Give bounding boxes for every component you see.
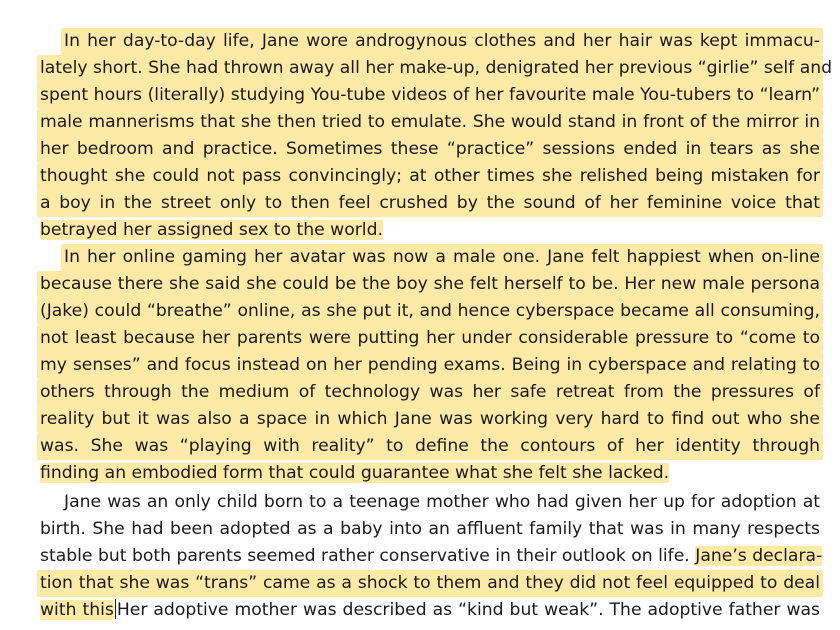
paragraph-3-line-2[interactable]: birth. She had been adopted as a baby into an affluent family that was in many respects (40, 519, 820, 539)
paragraph-2-line-3[interactable]: (Jake) could “breathe” online, as she put it, and hence cyberspace became all consuming, (37, 298, 823, 325)
paragraph-2-line-9-text[interactable]: finding an embodied form that could guarantee what she felt she lacked. (40, 463, 670, 483)
paragraph-3-line-5-plain[interactable]: Her adoptive mother was described as “kind but weak”. The adoptive father was (116, 600, 821, 620)
paragraph-2-line-5[interactable]: my senses” and focus instead on her pending exams. Being in cyberspace and relating to (37, 352, 823, 379)
paragraph-3-line-1[interactable]: Jane was an only child born to a teenage mother who had given her up for adoption at (64, 492, 820, 512)
paragraph-1-line-1[interactable]: In her day-to-day life, Jane wore androgynous clothes and her hair was kept immacu- (61, 28, 823, 55)
paragraph-2-line-9[interactable] (40, 460, 669, 487)
paragraph-3-line-3-plain[interactable]: stable but both parents seemed rather conservative in their outlook on life. (40, 546, 690, 566)
paragraph-3-line-3-highlight[interactable]: Jane’s declara- (695, 546, 823, 566)
paragraph-2-line-2[interactable]: because there she said she could be the boy she felt herself to be. Her new male persona (37, 271, 823, 298)
paragraph-2-line-8[interactable]: was. She was “playing with reality” to define the contours of her identity through (37, 433, 823, 460)
paragraph-1-line-8[interactable] (40, 217, 383, 244)
paragraph-1-line-2[interactable]: lately short. She had thrown away all her make-up, denigrated her previous “girlie” self and (37, 55, 823, 82)
paragraph-1-line-6[interactable]: thought she could not pass convincingly; at other times she relished being mistaken for (37, 163, 823, 190)
paragraph-1-line-3[interactable]: spent hours (literally) studying You-tube videos of her favourite male You-tubers to “learn” (37, 82, 823, 109)
paragraph-2-line-4[interactable]: not least because her parents were putting her under considerable pressure to “come to (37, 325, 823, 352)
paragraph-2-line-6[interactable]: others through the medium of technology was her safe retreat from the pressures of (37, 379, 823, 406)
paragraph-1-line-7[interactable]: a boy in the street only to then feel crushed by the sound of her feminine voice that (37, 190, 823, 217)
paragraph-1-line-4[interactable]: male mannerisms that she then tried to emulate. She would stand in front of the mirror in (37, 109, 823, 136)
paragraph-3-line-3[interactable] (40, 543, 823, 570)
paragraph-2-line-1[interactable]: In her online gaming her avatar was now a male one. Jane felt happiest when on-line (61, 244, 823, 271)
paragraph-2-line-7[interactable]: reality but it was also a space in which Jane was working very hard to find out who she (37, 406, 823, 433)
paragraph-3-line-4[interactable]: tion that she was “trans” came as a shock to them and they did not feel equipped to deal (37, 570, 823, 597)
text-cursor (115, 599, 116, 619)
paragraph-3-line-5-highlight[interactable]: with this (40, 600, 114, 620)
paragraph-3-line-5[interactable] (40, 597, 820, 624)
paragraph-1-line-8-text[interactable]: betrayed her assigned sex to the world. (40, 220, 383, 240)
paragraph-1-line-5[interactable]: her bedroom and practice. Sometimes these “practice” sessions ended in tears as she (37, 136, 823, 163)
